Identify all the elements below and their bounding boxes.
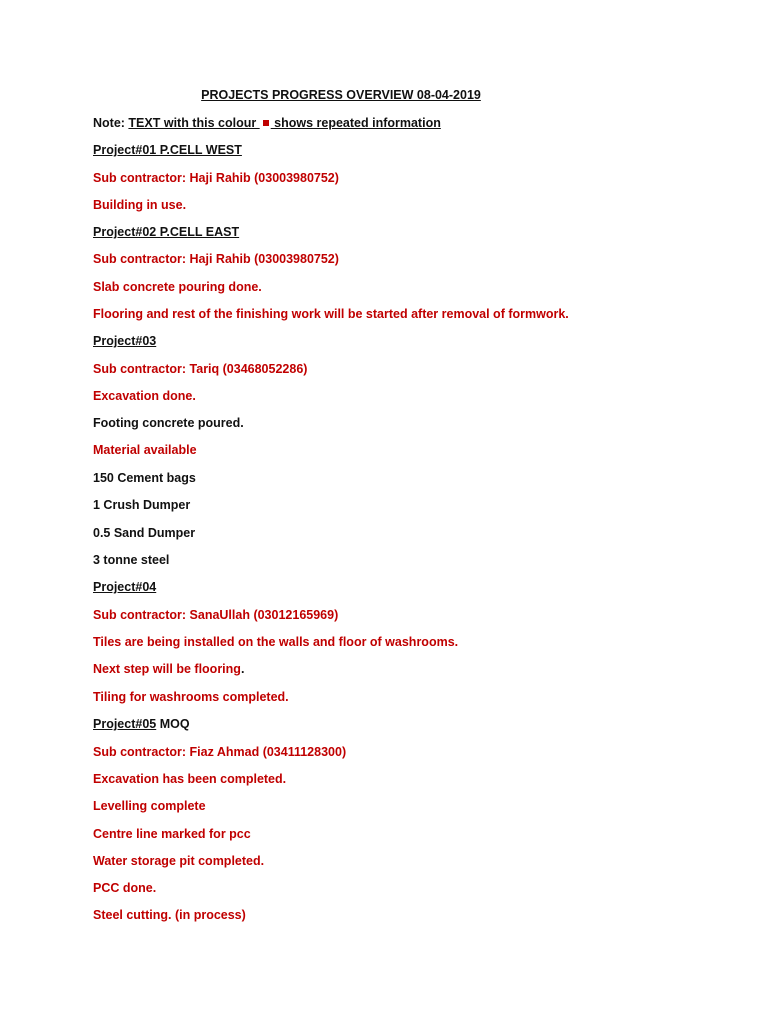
project-05-status-water-pit: Water storage pit completed.	[93, 854, 265, 868]
project-03-material-sand: 0.5 Sand Dumper	[93, 526, 196, 540]
project-04-next-period: .	[240, 662, 245, 676]
project-03-subcontractor: Sub contractor: Tariq (03468052286)	[93, 362, 308, 376]
project-05-status-centre-line: Centre line marked for pcc	[93, 827, 251, 841]
project-04-subcontractor: Sub contractor: SanaUllah (03012165969)	[93, 608, 339, 622]
project-05-status-pcc: PCC done.	[93, 881, 157, 895]
project-05-heading-label: Project#05	[93, 717, 157, 731]
project-03-status-excavation: Excavation done.	[93, 389, 196, 403]
project-01-heading: Project#01 P.CELL WEST	[93, 143, 242, 157]
project-02-status-flooring: Flooring and rest of the finishing work will be started after removal of formwork.	[93, 307, 569, 321]
note-text-before: TEXT with this colour	[128, 116, 260, 130]
project-04-status-tiling: Tiling for washrooms completed.	[93, 690, 289, 704]
project-04-heading: Project#04	[93, 580, 157, 594]
project-02-subcontractor: Sub contractor: Haji Rahib (03003980752)	[93, 252, 339, 266]
project-03-heading: Project#03	[93, 334, 157, 348]
project-04-status-next	[93, 661, 244, 677]
project-04-status-tiles: Tiles are being installed on the walls and floor of washrooms.	[93, 635, 459, 649]
project-03-material-steel: 3 tonne steel	[93, 553, 170, 567]
project-03-material-crush: 1 Crush Dumper	[93, 498, 191, 512]
note-line	[93, 115, 441, 131]
note-text-after: shows repeated information	[270, 116, 441, 130]
project-01-subcontractor: Sub contractor: Haji Rahib (03003980752)	[93, 171, 339, 185]
document-title: PROJECTS PROGRESS OVERVIEW 08-04-2019	[201, 88, 481, 102]
note-label: Note:	[93, 116, 129, 130]
project-03-status-footing: Footing concrete poured.	[93, 416, 244, 430]
project-03-material-heading: Material available	[93, 443, 197, 457]
project-01-status: Building in use.	[93, 198, 187, 212]
project-05-status-steel: Steel cutting. (in process)	[93, 908, 246, 922]
project-05-heading	[93, 716, 190, 732]
project-02-heading: Project#02 P.CELL EAST	[93, 225, 240, 239]
project-02-status-slab: Slab concrete pouring done.	[93, 280, 262, 294]
color-swatch-icon	[263, 120, 269, 126]
project-05-subcontractor: Sub contractor: Fiaz Ahmad (03411128300)	[93, 745, 347, 759]
project-05-heading-suffix: MOQ	[156, 717, 190, 731]
project-03-material-cement: 150 Cement bags	[93, 471, 196, 485]
project-05-status-excavation: Excavation has been completed.	[93, 772, 287, 786]
project-05-status-levelling: Levelling complete	[93, 799, 206, 813]
project-04-next-text: Next step will be flooring	[93, 662, 241, 676]
